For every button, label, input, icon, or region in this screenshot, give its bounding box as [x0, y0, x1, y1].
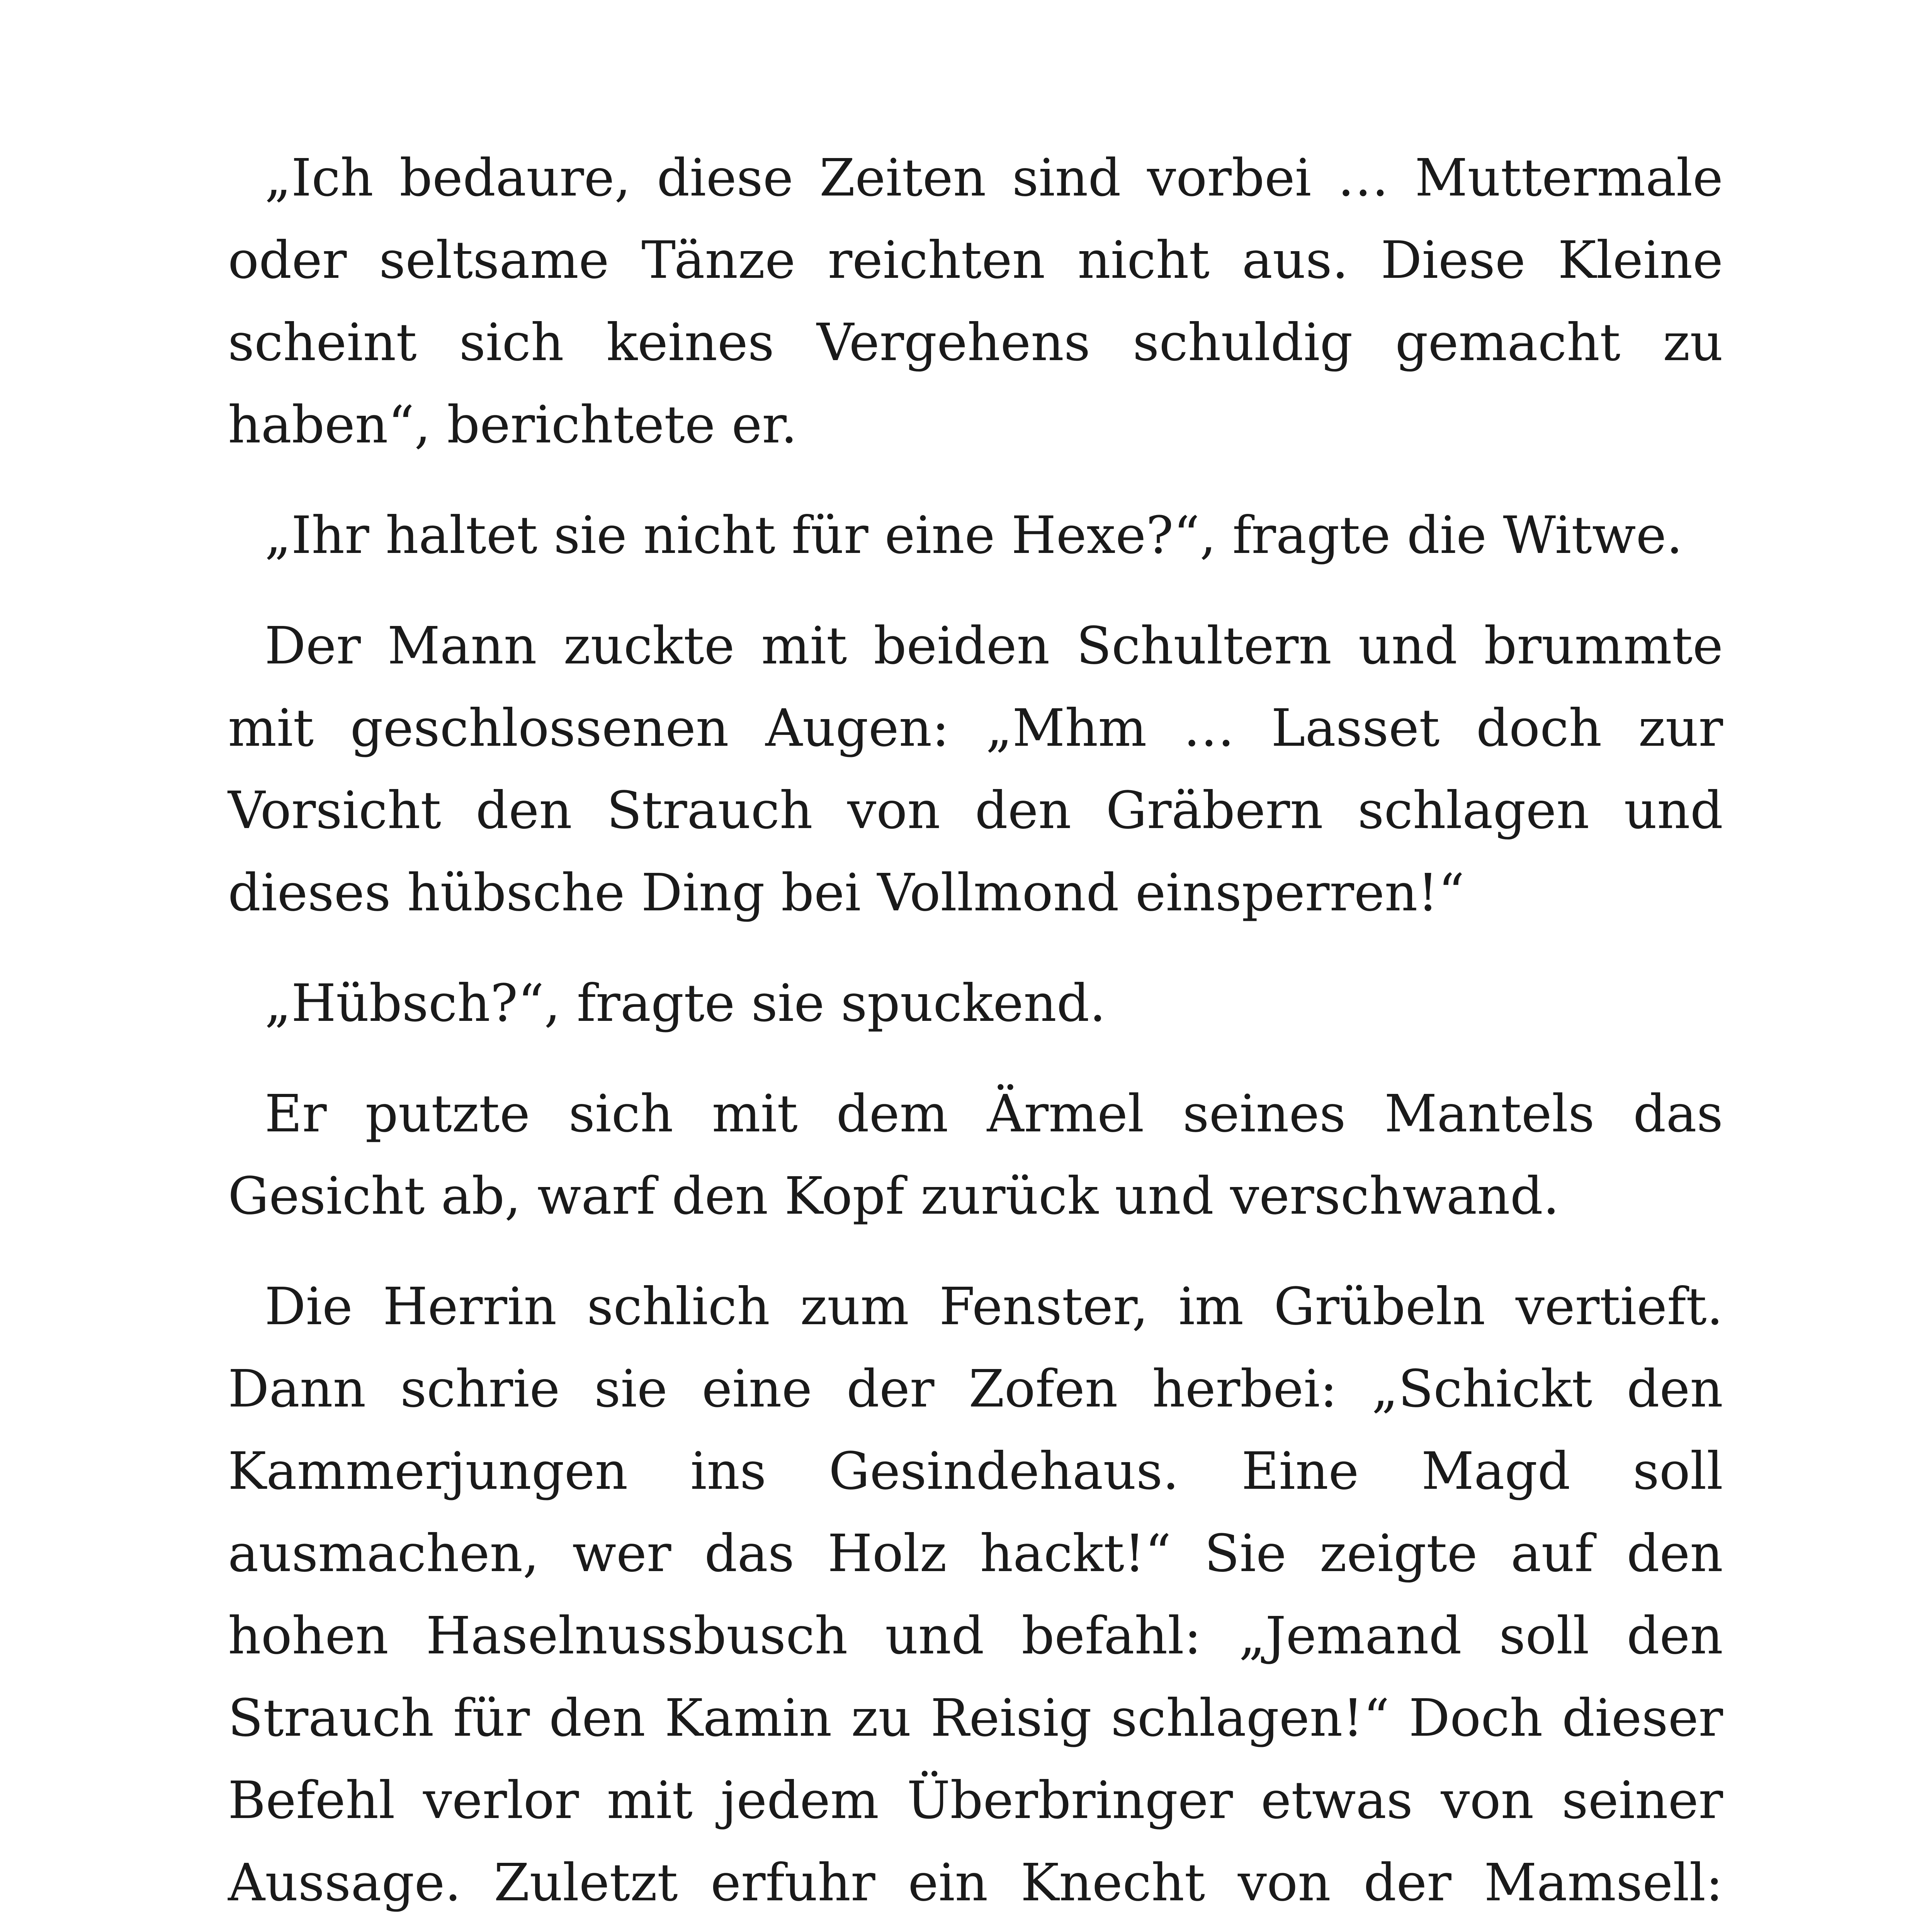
paragraph: „Hübsch?“, fragte sie spuckend.: [265, 974, 1106, 1033]
paragraph: „Ich bedaure, diese Zeiten sind vorbei … Muttermale oder seltsame Tänze reichten nicht aus. Diese Kleine scheint sich keines Vergehens schuldig gemacht zu haben“, berichtete er.: [228, 148, 1723, 455]
paragraph: Der Mann zuckte mit beiden Schultern und brummte mit geschlossenen Augen: „Mhm … Lasset doch zur Vorsicht den Strauch von den Gräbern schlagen und dieses hübsche Ding bei Vollmond einsperren!“: [228, 616, 1723, 923]
paragraph: Die Herrin schlich zum Fenster, im Grübeln vertieft. Dann schrie sie eine der Zofen herbei: „Schickt den Kammerjungen ins Gesindehaus. Eine Magd soll ausmachen, wer das Holz hackt!“ Sie zeigte auf den hohen Haselnussbusch und befahl: „Jemand soll den Strauch für den Kamin zu Reisig schlagen!“ Doch dieser Befehl verlor mit jedem Überbringer etwas von seiner Aussage. Zuletzt erfuhr ein Knecht von der Mamsell:: [228, 1277, 1723, 1913]
body-text: [228, 137, 1723, 1932]
paragraph: Er putzte sich mit dem Ärmel seines Mantels das Gesicht ab, warf den Kopf zurück und verschwand.: [228, 1084, 1723, 1226]
paragraph: „Ihr haltet sie nicht für eine Hexe?“, fragte die Witwe.: [265, 506, 1683, 565]
